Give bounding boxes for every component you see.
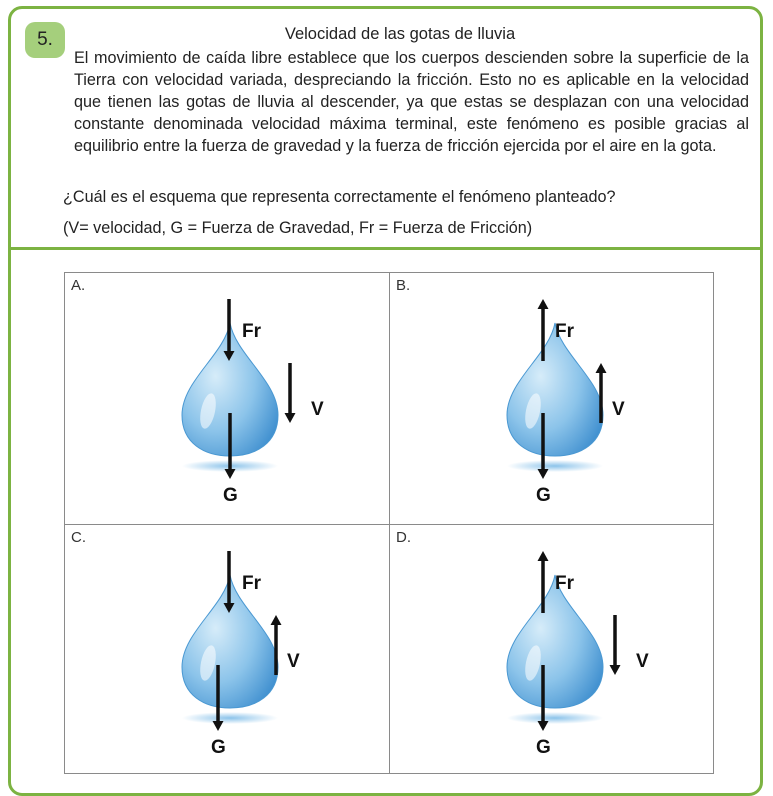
question-prompt: ¿Cuál es el esquema que representa correctamente el fenómeno planteado? bbox=[63, 188, 616, 206]
option-letter: B. bbox=[396, 277, 411, 294]
option-a[interactable] bbox=[65, 273, 389, 524]
gravity-label: G bbox=[223, 485, 238, 506]
raindrop-diagram bbox=[65, 525, 389, 776]
section-divider bbox=[8, 247, 763, 250]
velocity-label: V bbox=[311, 399, 324, 420]
friction-arrow bbox=[224, 551, 235, 613]
friction-arrow bbox=[224, 299, 235, 361]
option-letter: A. bbox=[71, 277, 86, 294]
option-letter: C. bbox=[71, 529, 86, 546]
drop-shadow bbox=[182, 712, 278, 724]
options-grid bbox=[64, 272, 714, 774]
gravity-label: G bbox=[536, 737, 551, 758]
friction-label: Fr bbox=[555, 321, 574, 342]
friction-label: Fr bbox=[242, 573, 261, 594]
gravity-label: G bbox=[536, 485, 551, 506]
friction-label: Fr bbox=[555, 573, 574, 594]
option-letter: D. bbox=[396, 529, 411, 546]
option-b[interactable] bbox=[390, 273, 714, 524]
raindrop-icon bbox=[507, 575, 603, 708]
option-c[interactable] bbox=[65, 525, 389, 776]
velocity-arrow bbox=[610, 615, 621, 675]
velocity-label: V bbox=[287, 651, 300, 672]
question-title: Velocidad de las gotas de lluvia bbox=[284, 25, 516, 43]
raindrop-icon bbox=[507, 323, 603, 456]
raindrop-diagram bbox=[390, 273, 714, 524]
question-number-badge: 5. bbox=[25, 22, 65, 58]
question-paragraph: El movimiento de caída libre establece que los cuerpos descienden sobre la superficie de la Tierra con velocidad variada, despreciando la fricción. Esto no es aplicable en la velocidad que tienen las gotas de lluvia al descender, ya que estas se desplazan con una velocidad constante denominada velocidad máxima terminal, este fenómeno es posible gracias al equilibrio entre la fuerza de gravedad y la fuerza de fricción ejercida por el aire en la gota. bbox=[74, 49, 749, 155]
velocity-arrow bbox=[285, 363, 296, 423]
variables-legend: (V= velocidad, G = Fuerza de Gravedad, Fr = Fuerza de Fricción) bbox=[63, 219, 533, 237]
velocity-label: V bbox=[636, 651, 649, 672]
friction-label: Fr bbox=[242, 321, 261, 342]
raindrop-diagram bbox=[65, 273, 389, 524]
drop-shadow bbox=[507, 712, 603, 724]
velocity-label: V bbox=[612, 399, 625, 420]
option-d[interactable] bbox=[390, 525, 714, 776]
gravity-label: G bbox=[211, 737, 226, 758]
raindrop-diagram bbox=[390, 525, 714, 776]
drop-shadow bbox=[507, 460, 603, 472]
